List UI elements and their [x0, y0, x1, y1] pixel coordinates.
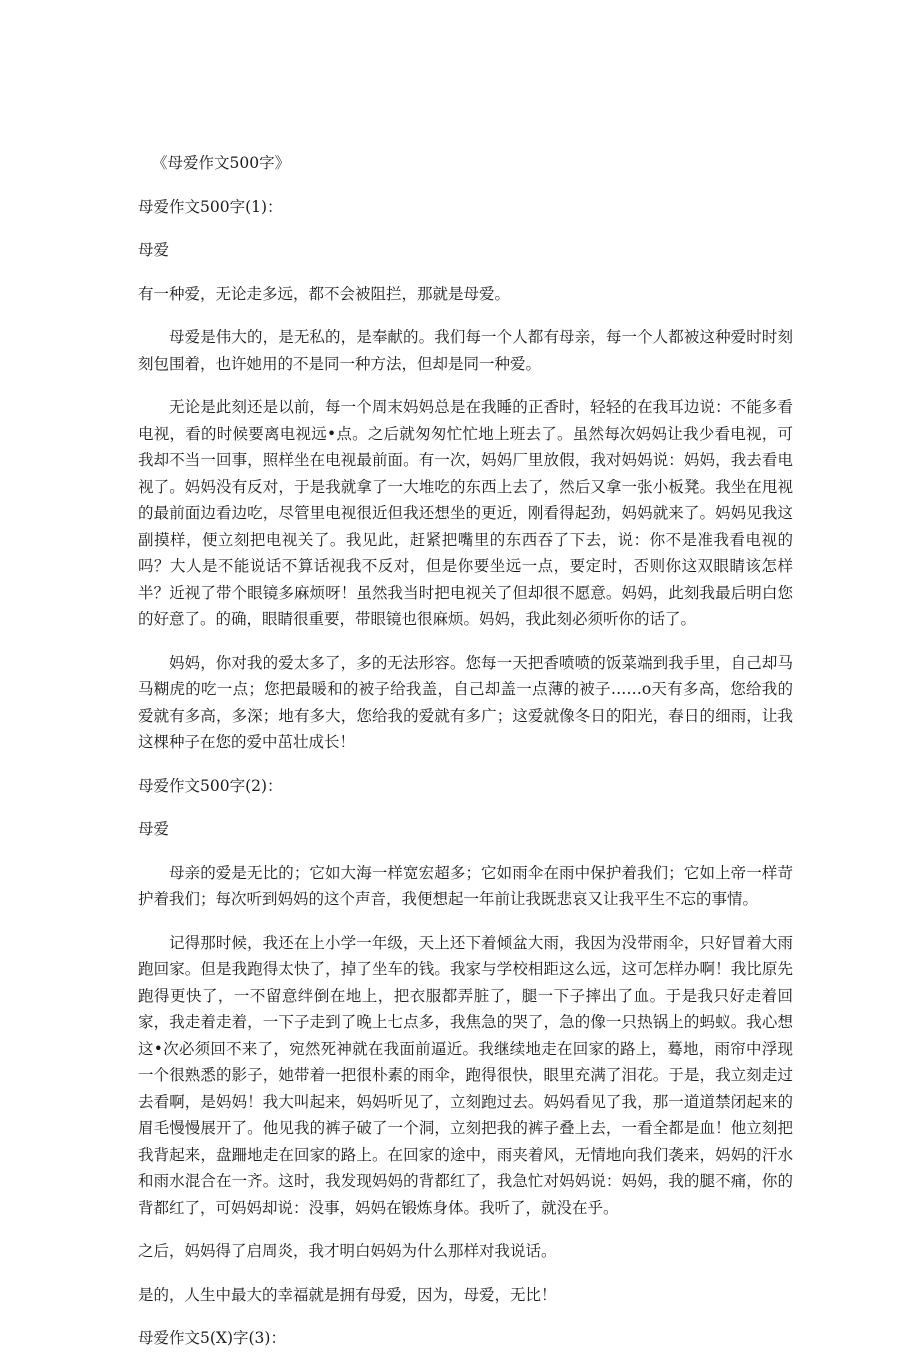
document-title: 《母爱作文500字》	[152, 154, 291, 172]
paragraph-1-3: 无论是此刻还是以前，每一个周末妈妈总是在我睡的正香时，轻轻的在我耳边说：不能多看电视，看的时候要离电视远•点。之后就匆匆忙忙地上班去了。虽然每次妈妈让我少看电视，可我却不当一回事，照样坐在电视最前面。有一次，妈妈厂里放假，我对妈妈说：妈妈，我去看电视了。妈妈没有反对，于是我就拿了一大堆吃的东西上去了，然后又拿一张小板凳。我坐在甩视的最前面边看边吃，尽管里电视很近但我还想坐的更近，刚看得起劲，妈妈就来了。妈妈见我这副摸样，便立刻把电视关了。我见此，赶紧把嘴里的东西吞了下去，说：你不是准我看电视的吗？大人是不能说话不算话视我不反对，但是你要坐远一点，要定时，否则你这双眼睛该怎样半？近视了带个眼镜多麻烦呀！虽然我当时把电视关了但却很不愿意。妈妈，此刻我最后明白您的好意了。的确，眼睛很重要，带眼镜也很麻烦。妈妈，我此刻必须听你的话了。	[138, 398, 793, 628]
section-subtitle-1: 母爱	[138, 241, 170, 259]
section-heading-2: 母爱作文500字(2)：	[138, 776, 283, 795]
section-heading-3: 母爱作文5(X)字(3)：	[138, 1329, 286, 1347]
section-heading-1: 母爱作文500字(1)：	[138, 197, 283, 216]
paragraph-2-2: 记得那时候，我还在上小学一年级，天上还下着倾盆大雨，我因为没带雨伞，只好冒着大雨跑回家。但是我跑得太快了，掉了坐车的钱。我家与学校相距这么远，这可怎样办啊！我比原先跑得更快了，一不留意绊倒在地上，把衣服都弄脏了，腿一下子摔出了血。于是我只好走着回家，我走着走着，一下子走到了晚上七点多，我焦急的哭了，急的像一只热锅上的蚂蚁。我心想这•次必须回不来了，宛然死神就在我面前逼近。我继续地走在回家的路上，蓦地，雨帘中浮现一个很熟悉的影子，她带着一把很朴素的雨伞，跑得很快，眼里充满了泪花。于是，我立刻走过去看啊，是妈妈！我大叫起来，妈妈听见了，立刻跑过去。妈妈看见了我，那一道道禁闭起来的眉毛慢慢展开了。他见我的裤子破了一个洞，立刻把我的裤子叠上去，一看全都是血！他立刻把我背起来，盘跚地走在回家的路上。在回家的途中，雨夹着风，无情地向我们袭来，妈妈的汗水和雨水混合在一齐。这时，我发现妈妈的背都红了，我急忙对妈妈说：妈妈，我的腿不痛，你的背都红了，可妈妈却说：没事，妈妈在锻炼身体。我听了，就没在乎。	[138, 933, 793, 1217]
paragraph-1-2: 母爱是伟大的，是无私的，是奉献的。我们每一个人都有母亲，每一个人都被这种爱时时刻刻包围着，也许她用的不是同一种方法，但却是同一种爱。	[138, 328, 793, 373]
paragraph-2-1: 母亲的爱是无比的；它如大海一样宽宏超多；它如雨伞在雨中保护着我们；它如上帝一样苛护着我们；每次听到妈妈的这个声音，我便想起一年前让我既悲哀又让我平生不忘的事情。	[138, 863, 793, 908]
paragraph-2-3: 之后，妈妈得了启周炎，我才明白妈妈为什么那样对我说话。	[138, 1242, 557, 1260]
paragraph-2-4: 是的，人生中最大的幸福就是拥有母爱，因为，母爱，无比！	[138, 1285, 557, 1304]
document-page	[138, 150, 793, 1369]
paragraph-1-1: 有一种爱，无论走多远，都不会被阻拦，那就是母爱。	[138, 284, 511, 303]
paragraph-1-4: 妈妈，你对我的爱太多了，多的无法形容。您每一天把香喷喷的饭菜端到我手里，自己却马马糊虎的吃一点；您把最暖和的被子给我盖，自己却盖一点薄的被子……o天有多高，您给我的爱就有多高，多深；地有多大，您给我的爱就有多广；这爱就像冬日的阳光，春日的细雨，让我这棵种子在您的爱中茁壮成长！	[138, 653, 793, 751]
section-subtitle-2: 母爱	[138, 820, 170, 838]
